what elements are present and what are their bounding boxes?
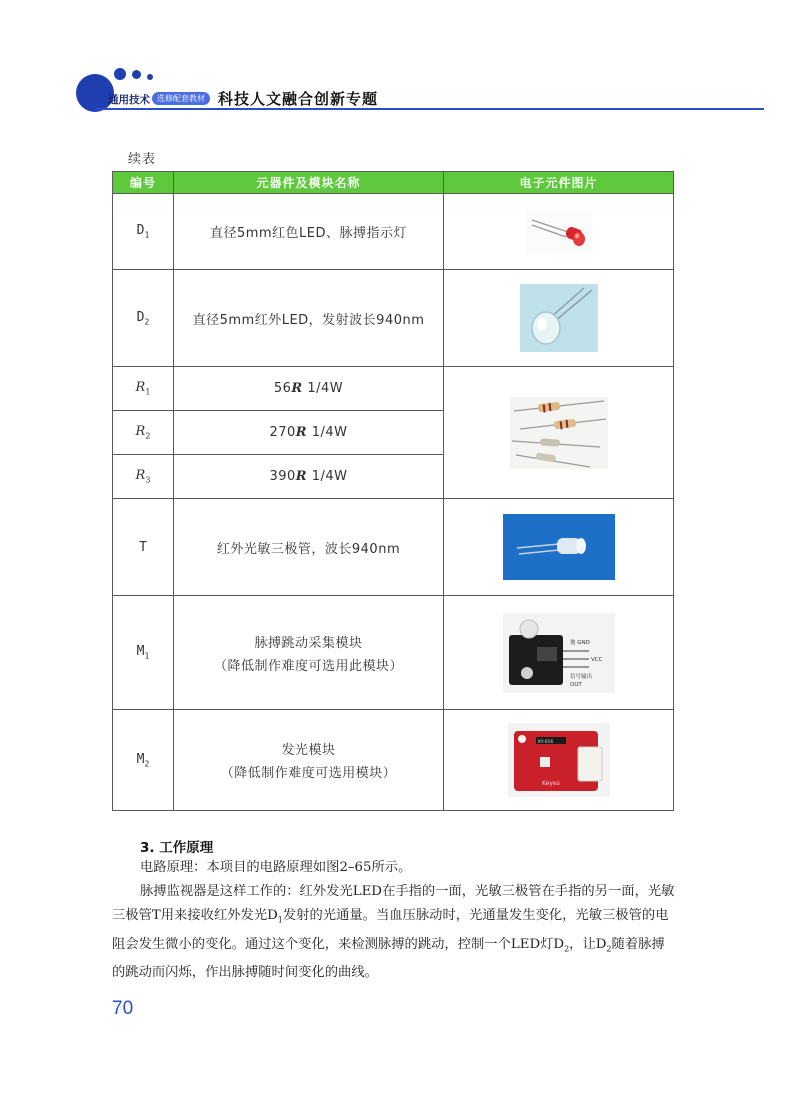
pulse-sensor-module-photo [444, 596, 674, 710]
phototransistor-photo [444, 499, 674, 596]
paragraph-circuit-principle: 电路原理：本项目的电路原理如图2–65所示。 [140, 860, 412, 875]
paragraph-working-principle: 脉搏监视器是这样工作的：红外发光LED在手指的一面，光敏三极管在手指的另一面，光敏三极管T用来接收红外发光$D_1$发射的光通量。当血压脉动时，光通量发生变化，光敏三极管的电阻会发生微小的变化。通过这个变化，来检测脉搏的跳动，控制一个LED灯$D_2$，让$D_2$随着脉搏的跳动而闪烁，作出脉搏随时间变化的曲线。 [112, 884, 675, 981]
ir-led-photo [444, 270, 674, 367]
header-rule [96, 108, 764, 110]
row-name: 直径5mm红外LED，发射波长940nm [174, 270, 444, 367]
row-code: $M_2$ [113, 710, 174, 811]
row-name: 发光模块 （降低制作难度可选用模块） [174, 710, 444, 811]
table-row [113, 367, 674, 411]
svg-text:信号输出: 信号输出 [569, 673, 592, 680]
red-led-photo [444, 194, 674, 270]
col-header-code: 编号 [113, 172, 174, 194]
row-name: 270R 1/4W [174, 411, 444, 455]
svg-text:Keyes: Keyes [541, 780, 560, 787]
table-row [113, 194, 674, 270]
row-code: $R_2$ [113, 411, 174, 455]
row-code: $R_1$ [113, 367, 174, 411]
svg-text:VCC: VCC [590, 656, 602, 663]
row-name: 56R 1/4W [174, 367, 444, 411]
row-code: $D_2$ [113, 270, 174, 367]
section-heading: 3. 工作原理 [140, 840, 214, 856]
header-category: 通用技术 [108, 94, 150, 106]
header-dot-medium [114, 68, 126, 80]
row-name: 390R 1/4W [174, 455, 444, 499]
header-dot-tiny [147, 74, 153, 80]
page-number: 70 [112, 998, 134, 1019]
row-code: T [113, 499, 174, 596]
row-code: $M_1$ [113, 596, 174, 710]
row-code: $R_3$ [113, 455, 174, 499]
components-table [112, 171, 674, 811]
row-code: $D_1$ [113, 194, 174, 270]
resistors-photo [444, 367, 674, 499]
col-header-name: 元器件及模块名称 [174, 172, 444, 194]
table-caption: 续表 [128, 152, 157, 167]
table-row [113, 710, 674, 811]
col-header-image: 电子元件图片 [444, 172, 674, 194]
svg-text:KY-016: KY-016 [537, 740, 553, 745]
header-dot-small [132, 70, 141, 79]
header-tag: 选修配套教材 [152, 92, 210, 105]
table-row [113, 270, 674, 367]
table-row [113, 499, 674, 596]
header-title: 科技人文融合创新专题 [218, 90, 379, 108]
svg-text:地 GND: 地 GND [569, 639, 590, 646]
row-name: 脉搏跳动采集模块 （降低制作难度可选用此模块） [174, 596, 444, 710]
svg-text:OUT: OUT [569, 681, 582, 688]
led-module-photo [444, 710, 674, 811]
table-row [113, 596, 674, 710]
row-name: 直径5mm红色LED、脉搏指示灯 [174, 194, 444, 270]
row-name: 红外光敏三极管，波长940nm [174, 499, 444, 596]
table-header-row [113, 172, 674, 194]
